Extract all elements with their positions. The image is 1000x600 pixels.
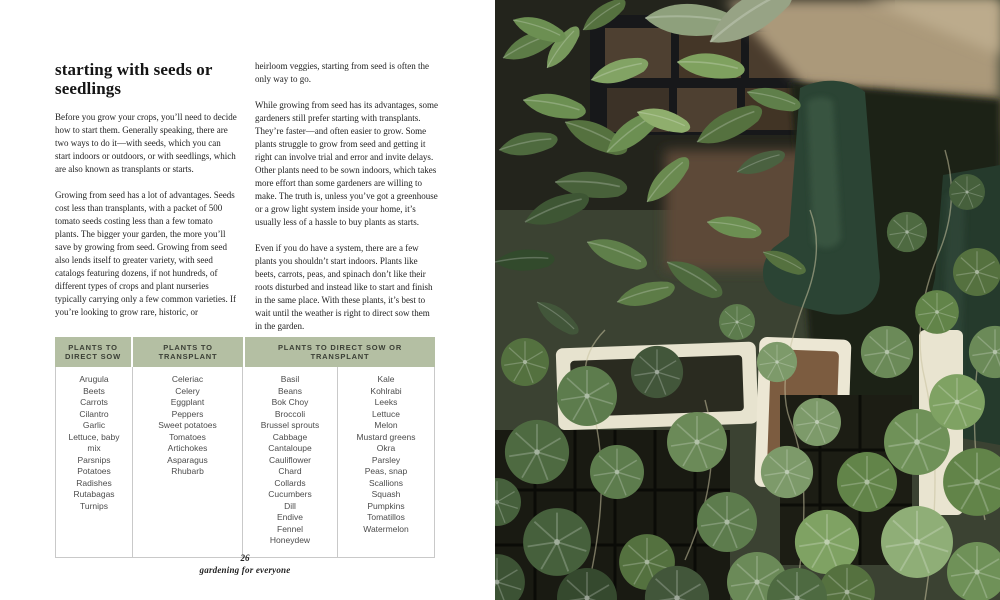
text-column-1 [55,60,238,336]
plant-item: Cucumbers [268,489,312,499]
plant-item: Eggplant [170,397,205,407]
plant-item: Broccoli [274,408,306,419]
paragraph: Before you grow your crops, you’ll need to decide how to start them. Generally speaking, there are two ways to do it—with seeds, which you can start indoors or outdoors, or with seedlings, which are also known as transplants or starts. [55,112,237,174]
plant-item: Cilantro [79,408,109,419]
plant-item: Honeydew [269,535,311,545]
plant-item: Radishes [76,477,112,488]
plant-item: Watermelon [363,523,409,534]
book-title: gardening for everyone [199,565,291,575]
plant-item: Melon [374,420,398,430]
plant-item: Dill [284,500,296,511]
plant-item: Beans [277,385,303,396]
plant-item: Endive [277,512,303,522]
column-direct-sow [55,367,132,557]
header-direct-sow: PLANTS TO DIRECT SOW [55,337,131,367]
plant-item: Garlic [82,420,106,430]
plant-item: Kohlrabi [370,385,402,396]
text-column-2 [255,60,438,336]
plant-item: Beets [83,385,105,396]
plant-item: Arugula [79,374,109,384]
plant-item: Mustard greens [356,431,416,442]
seedlings-photo-illustration [495,0,1000,600]
plant-item: Chard [278,466,302,476]
plant-item: Collards [274,477,306,488]
plant-item: Peppers [171,408,204,419]
book-page-left [0,0,495,600]
plant-item: Cantaloupe [268,443,312,453]
planting-table-body [55,367,435,558]
paragraph: Even if you do have a system, there are a few plants you shouldn’t start indoors. Plants like beets, carrots, peas, and spinach don’t like their roots disturbed and instead like to start and finish in the same place. With these plants, it’s best to wait until the weather is right to direct sow them in the garden. [255,243,433,331]
header-transplant: PLANTS TO TRANSPLANT [133,337,243,367]
plant-item: Pumpkins [367,500,405,511]
column-either-1 [242,367,337,557]
header-direct-sow-or-transplant: PLANTS TO DIRECT SOW OR TRANSPLANT [245,337,435,367]
plant-item: Celeriac [171,374,204,384]
plant-item: Rhubarb [171,466,204,476]
plant-item: Scallions [368,477,404,488]
page-footer [55,553,435,575]
plant-item: Artichokes [167,443,208,453]
plant-item: Turnips [79,500,109,511]
planting-table-header [55,337,435,367]
plant-item: Cabbage [272,431,308,442]
plant-item: Lettuce [372,408,400,419]
paragraph: Growing from seed has a lot of advantages. Seeds cost less than transplants, with a packet of 500 tomato seeds costing less than a few tomato plants. The bigger your garden, the more you’ll save by growing from seed. Growing from seed also lends itself to greater variety, with seed catalogs featuring dozens, if not hundreds, of different types of crops and plant nurseries typically carrying only a few common varieties. If you’re looking to grow rare, historic, or [55,190,236,317]
plant-item: Celery [175,385,200,396]
plant-item: Fennel [277,523,303,534]
plant-item: Tomatillos [367,512,405,522]
plant-item: Squash [371,489,401,499]
plant-item: Bok Choy [271,397,309,407]
text-columns [55,60,438,336]
plant-item: Parsley [371,454,401,465]
column-transplant [132,367,242,557]
column-either-2 [337,367,435,557]
planting-table [55,337,435,558]
plant-item: Potatoes [77,466,111,476]
plant-item: Brussel sprouts [260,420,320,430]
plant-item: Carrots [80,397,108,407]
plant-item: Peas, snap [364,466,408,476]
page-title: starting with seeds or seedlings [55,60,213,98]
plant-item: Asparagus [167,454,208,465]
plant-item: Kale [377,374,395,384]
page-number: 26 [240,553,250,563]
plant-item: Basil [280,374,300,384]
plant-item: Leeks [374,397,398,407]
plant-item: Parsnips [77,454,111,465]
plant-item: Rutabagas [73,489,115,499]
plant-item: Okra [376,443,396,453]
seedlings-photo [495,0,1000,600]
paragraph: While growing from seed has its advantages, some gardeners still prefer starting with transplants. They’re faster—and often easier to grow. Some plants struggle to grow from seed and getting it right can involve trial and error and invite delays. Other plants need to be sown indoors, which takes more effort than some gardeners are willing to make. The truth is, unless you’ve got a greenhouse or a grow light system inside your home, it’s usually less of a hassle to buy plants as starts. [255,100,438,227]
plant-item: Tomatoes [169,431,206,442]
plant-item: Lettuce, baby mix [68,431,120,453]
plant-item: Sweet potatoes [158,420,217,430]
paragraph: heirloom veggies, starting from seed is often the only way to go. [255,61,429,84]
plant-item: Cauliflower [268,454,312,465]
